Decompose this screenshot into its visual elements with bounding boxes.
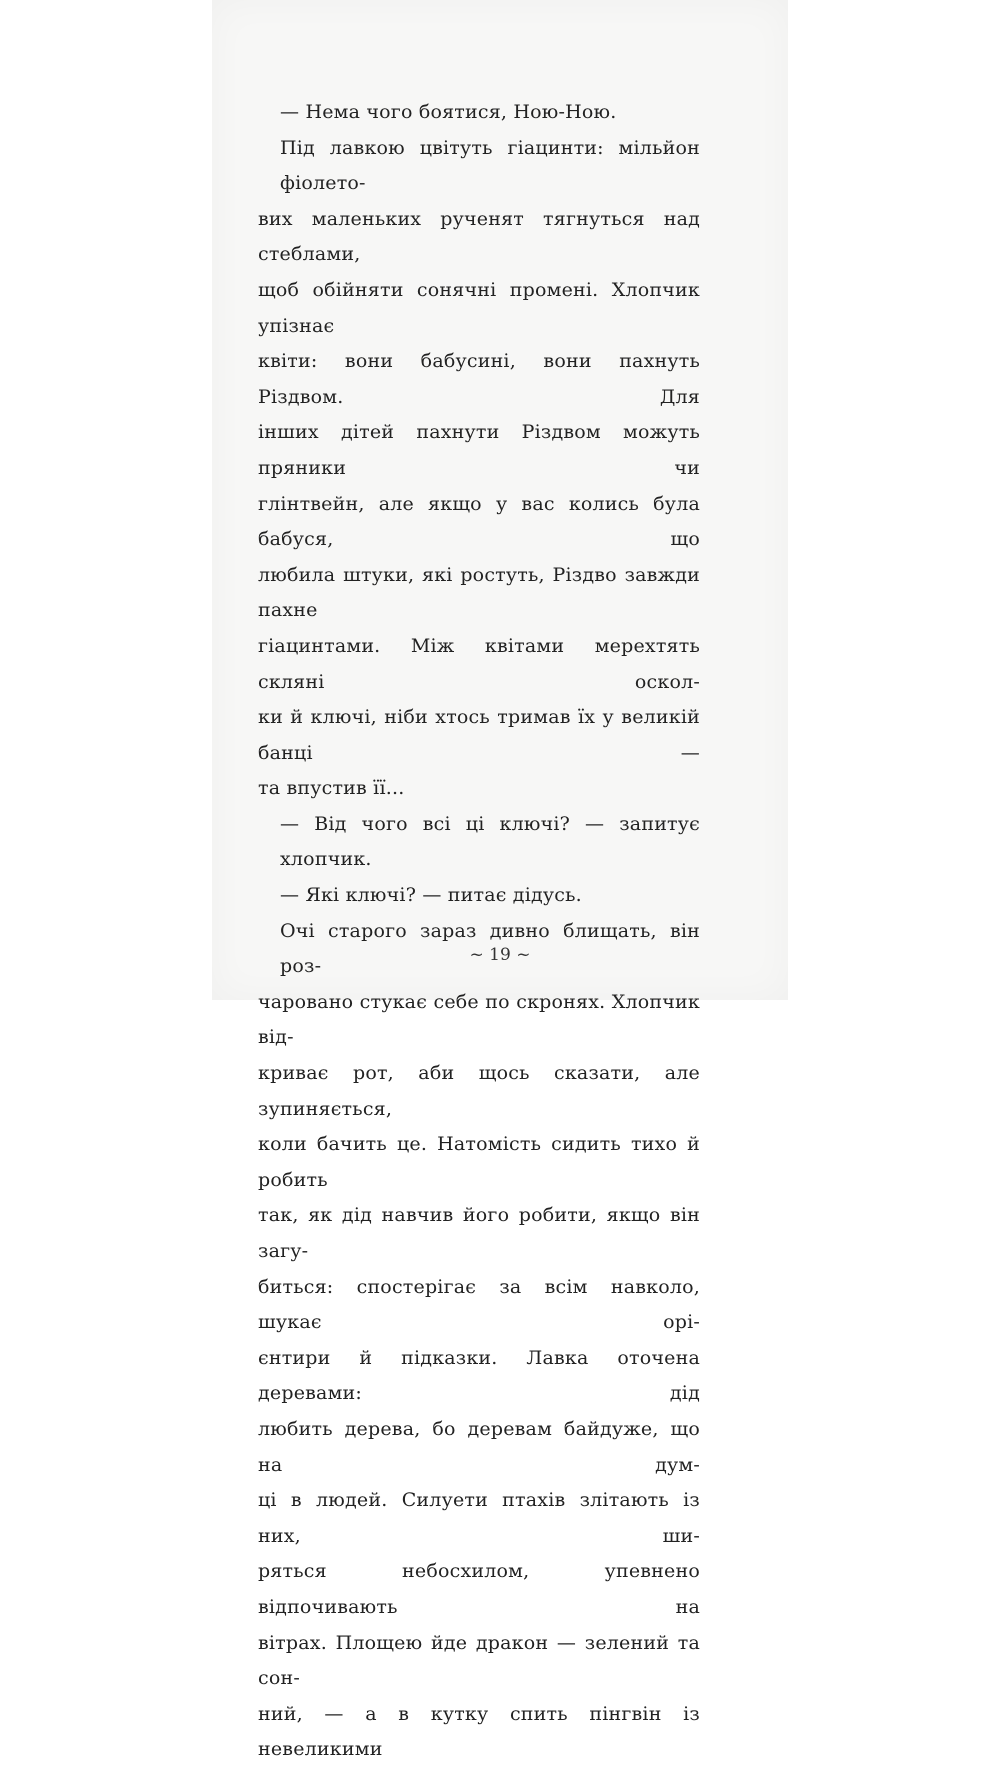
text-line: Очі старого зараз дивно блищать, він роз- [280, 919, 700, 978]
text-line: чаровано стукає себе по скронях. Хлопчик від- [258, 990, 700, 1049]
page-body-text [258, 95, 700, 1768]
text-line: глінтвейн, але якщо у вас колись була бабуся, що [258, 492, 700, 551]
text-line: ний, — а в кутку спить пінгвін із невеликими [258, 1702, 700, 1761]
text-line: щоб обійняти сонячні промені. Хлопчик упізнає [258, 278, 700, 337]
text-line: криває рот, аби щось сказати, але зупиняється, [258, 1062, 700, 1120]
text-line: биться: спостерігає за всім навколо, шукає орі- [258, 1275, 700, 1334]
text-line: — Які ключі? — питає дідусь. [280, 884, 582, 907]
text-line: та впустив її... [258, 777, 405, 800]
text-line: Під лавкою цвітуть гіацинти: мільйон фіолето- [280, 136, 700, 195]
text-line: любить дерева, бо деревам байдуже, що на дум- [258, 1417, 700, 1476]
text-line: так, як дід навчив його робити, якщо він загу- [258, 1204, 700, 1262]
text-line: ки й ключі, ніби хтось тримав їх у великій банці — [258, 706, 700, 764]
text-line: вітрах. Площею йде дракон — зелений та сон- [258, 1631, 700, 1690]
text-line: любила штуки, які ростуть, Різдво завжди пахне [258, 563, 700, 622]
text-line: коли бачить це. Натомість сидить тихо й робить [258, 1133, 700, 1191]
text-line: ці в людей. Силуети птахів злітають із них, ши- [258, 1489, 700, 1547]
text-line: вих маленьких рученят тягнуться над стеблами, [258, 207, 700, 266]
text-line: — Нема чого боятися, Ною-Ною. [280, 101, 617, 123]
text-line: ряться небосхилом, упевнено відпочивають на [258, 1560, 700, 1618]
page-number: ~ 19 ~ [469, 945, 531, 965]
text-line: інших дітей пахнути Різдвом можуть пряники чи [258, 421, 700, 479]
text-line: — Від чого всі ці ключі? — запитує хлопчик. [280, 812, 700, 871]
text-line: квіти: вони бабусині, вони пахнуть Різдвом. Для [258, 350, 700, 408]
text-line: гіацинтами. Між квітами мерехтять скляні оскол- [258, 634, 700, 693]
text-line: єнтири й підказки. Лавка оточена деревами: дід [258, 1346, 700, 1405]
